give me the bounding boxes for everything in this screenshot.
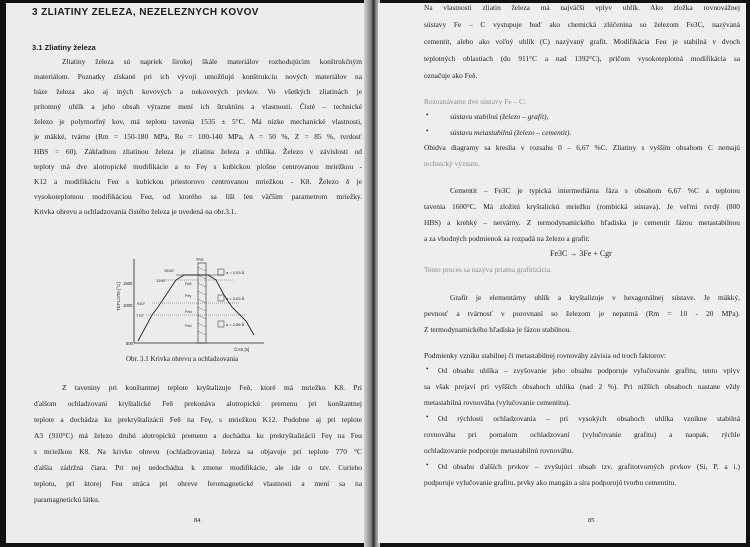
y-tick-500: 500 (126, 341, 133, 346)
page-number-left: 84 (194, 517, 201, 524)
bullet-icon: • (426, 365, 429, 373)
text-line: pevnosť a tvárnosť v porovnaní so železom je nepatrná (Rm = 10 - 20 MPa). (424, 309, 740, 318)
text-line: s mriežkou K8. Na krivke ohrevu (ochladzovania) železa sa objavuje pri teplote 770 °C (34, 447, 362, 456)
x-axis-label: ČAS [s] (234, 347, 250, 352)
text-line: Grafit je elementárny uhlík a kryštalizuje v hexagonálnej sústave. Je mäkký, (450, 293, 740, 302)
text-line: ďalšom ochladzovaní kryštalické Feδ prekonáva alotropickú premenu pri konštantnej (34, 399, 362, 408)
process-line: Tento proces sa nazýva priama grafitizácia. (424, 265, 552, 274)
text-line: metastabilná rovnováha (vylučovanie cementitu). (424, 398, 571, 407)
text-line: sa však prejaví pri vyšších obsahoch uhlíka (nad 2 %). Pri nižších obsahoch nastane vždy (424, 382, 740, 391)
graphitization-equation: Fe3C → 3Fe + Cgr (550, 249, 612, 258)
lattice-cube-1 (218, 269, 224, 275)
text-line: Od obsahu ďalších prvkov – zvyšujúci obsah tzv. grafitotvorných prvkov (Si, P, a i.) (438, 462, 740, 471)
y-axis-label: TEPLOTA [°C] (116, 282, 121, 311)
lattice-cube-3 (218, 321, 224, 327)
text-line: Z termodynamického hľadiska je fázou stabilnou. (424, 325, 572, 334)
text-line: HBS) a krehký – netvárny. Z termodynamického hľadiska je cementit fázou metastabilnou (424, 218, 740, 227)
bullet-icon: • (426, 461, 429, 469)
text-line: K12 a modifikáciu Feα s kubickou priestorovo centrovanou mriežkou - K8. Železo δ je (34, 177, 362, 186)
right-page (378, 3, 746, 543)
chapter-heading: 3 ZLIATINY ŽELEZA, NEŽELEZNÝCH KOVOV (32, 8, 259, 18)
text-line: rovnováha pri pomalom ochladzovaní (vylučovanie grafitu) a naopak, rýchle (424, 430, 740, 439)
text-line: prítomný uhlík a jeho obsah výrazne mení ich štruktúru a vlastnosti. Čisté – technické (34, 102, 362, 111)
y-tick-1500: 1500 (123, 281, 133, 286)
text-line: sústavy Fe – C vystupuje buď ako chemická zlúčenina so železom Fe3C, nazývaná (424, 20, 740, 29)
text-line: HBS = 60). Základnou zliatinou železa je zliatina železa a uhlíka. Železo v závislosti od (34, 147, 362, 156)
temp-label-1390: 1390° (156, 278, 167, 283)
temp-label-910: 910° (137, 301, 146, 306)
lattice-label-3: a = 2,86 Å (226, 322, 245, 327)
conditions-intro: Podmienky vzniku stabilnej či metastabilnej rovnováhy závisia od troch faktorov: (424, 351, 666, 360)
text-line: podporuje vylučovanie grafitu, prvky ako mangán a síra podporujú tvorbu cementitu. (424, 478, 677, 487)
text-line: označuje ako Feδ. (424, 71, 478, 80)
text-line: Zliatiny železa sú napriek širokej škále materiálov rozhodujúcim konštrukčným (62, 57, 362, 66)
text-line: Na vlastnosti zliatin železa má najväčší vplyv uhlík. Ako zložka rovnovážnej (424, 3, 740, 12)
text-line: teploty má dve alotropické modifikácie a to Feγ s kubickou plošne centrovanou mriežkou - (34, 162, 362, 171)
y-tick-1000: 1000 (123, 303, 133, 308)
bullet-icon: • (426, 111, 429, 119)
text-line: teplote a dochádza ku prekryštalizácii Feδ na Feγ, s mriežkou K12. Podobne aj pri teplote (34, 415, 362, 424)
text-line: teplotu, pri ktorej Feα stráca pri ohreve feromagnetické vlastnosti a mení sa na (34, 479, 362, 488)
melt-column-hatch (198, 267, 206, 335)
text-line: Krivka ohrevu a ochladzovania čistého železa je uvedená na obr.3.1. (34, 207, 237, 216)
text-line: Obidva diagramy sa kreslia v rozsahu 0 – 6,67 %C. Zliatiny s vyšším obsahom C nemajú (424, 143, 740, 152)
heating-cooling-curve-figure (114, 255, 284, 355)
temp-label-1534: 1534° (164, 268, 175, 273)
text-line: technický význam. (424, 159, 480, 168)
lattice-label-2: a = 3,63 Å (226, 296, 245, 301)
phase-label-alpha-2: Feα (185, 324, 192, 328)
text-line: paramagnetickú látku. (34, 495, 100, 504)
bullet-icon: • (426, 413, 429, 421)
lattice-label-1: a = 2,93 Å (226, 270, 245, 275)
page-number-right: 85 (588, 517, 595, 524)
temp-label-770: 770° (136, 313, 145, 318)
system-stable: sústavu stabilnú (železo – grafit), (450, 112, 549, 121)
left-page (6, 3, 370, 543)
text-line: tavenia 1600°C. Má zložitú kryštalickú mriežku (rombická sústava). Je veľmi tvrdý (800 (424, 202, 740, 211)
phase-label-gamma: Feγ (185, 294, 192, 298)
text-line: Z taveniny pri konštantnej teplote kryštalizuje Feδ, ktoré má mriežku K8. Pri (62, 383, 362, 392)
tav-label: TAV. (196, 257, 205, 262)
text-line: materiálom. Poznatky získané pri ich vývoji umožňujú konštrukciu nových materiálov na (34, 72, 362, 81)
text-line: teplotných oblastiach (do 911°C a nad 1392°C), pričom vysokoteplotná modifikácia sa (424, 54, 740, 63)
text-line: Od obsahu uhlíka – zvyšovanie jeho obsahu podporuje vylučovanie grafitu, tento vplyv (438, 366, 740, 375)
lattice-cube-2 (218, 295, 224, 301)
section-heading: 3.1 Zliatiny železa (32, 43, 96, 52)
text-line: Od rýchlosti ochladzovania – pri vysokých obsahoch uhlíka vznikne stabilná (438, 414, 740, 423)
bullet-icon: • (426, 127, 429, 135)
figure-caption: Obr. 3.1 Krivka ohrevu a ochladzovania (126, 355, 239, 363)
text-line: A3 (910°C) má železo druhú alotropickú premenu a dochádza ku prekryštalizácii Feγ na Feα (34, 431, 362, 440)
systems-intro: Rozoznávame dve sústavy Fe – C: (424, 97, 527, 106)
text-line: ďalšia zádržná čiara. Pri nej nedochádza k zmene modifikácie, ale ide o tzv. Curieho (34, 463, 362, 472)
phase-label-delta: Feδ (185, 282, 192, 286)
text-line: a za vhodných podmienok sa rozpadá na železo a grafit: (424, 234, 590, 243)
text-line: Cementit – Fe3C je typická intermediárna fáza s obsahom 6,67 %C a teplotou (450, 186, 740, 195)
text-line: železo je polymorfný kov, má teplotu tavenia 1535 ± 5°C. Má nízke mechanické vlastnosti, (34, 117, 362, 126)
phase-label-alpha: Feα (185, 310, 192, 314)
heating-curve (138, 275, 254, 341)
text-line: báze železa ako aj iných kovových a nekovových prvkov. Vo všetkých zliatinách je (34, 87, 362, 96)
system-metastable: sústavu metastabilnú (železo – cementit). (450, 128, 572, 137)
text-line: je mäkké, tvárne (Rm = 150-180 MPa, Re = 100-140 MPa, A = 50 %, Z = 85 %, tvrdosť (34, 132, 362, 141)
text-line: ochladzovanie podporuje metastabilnú rovnováhu. (424, 446, 574, 455)
text-line: vysokoteplotnou modifikáciou Feα, od ktorého sa líši len väčším parametrom mriežky. (34, 192, 362, 201)
text-line: cementit, alebo ako voľný uhlík (C) nazývaný grafit. Modifikácia Feα je stabilná v dvoch (424, 37, 740, 46)
